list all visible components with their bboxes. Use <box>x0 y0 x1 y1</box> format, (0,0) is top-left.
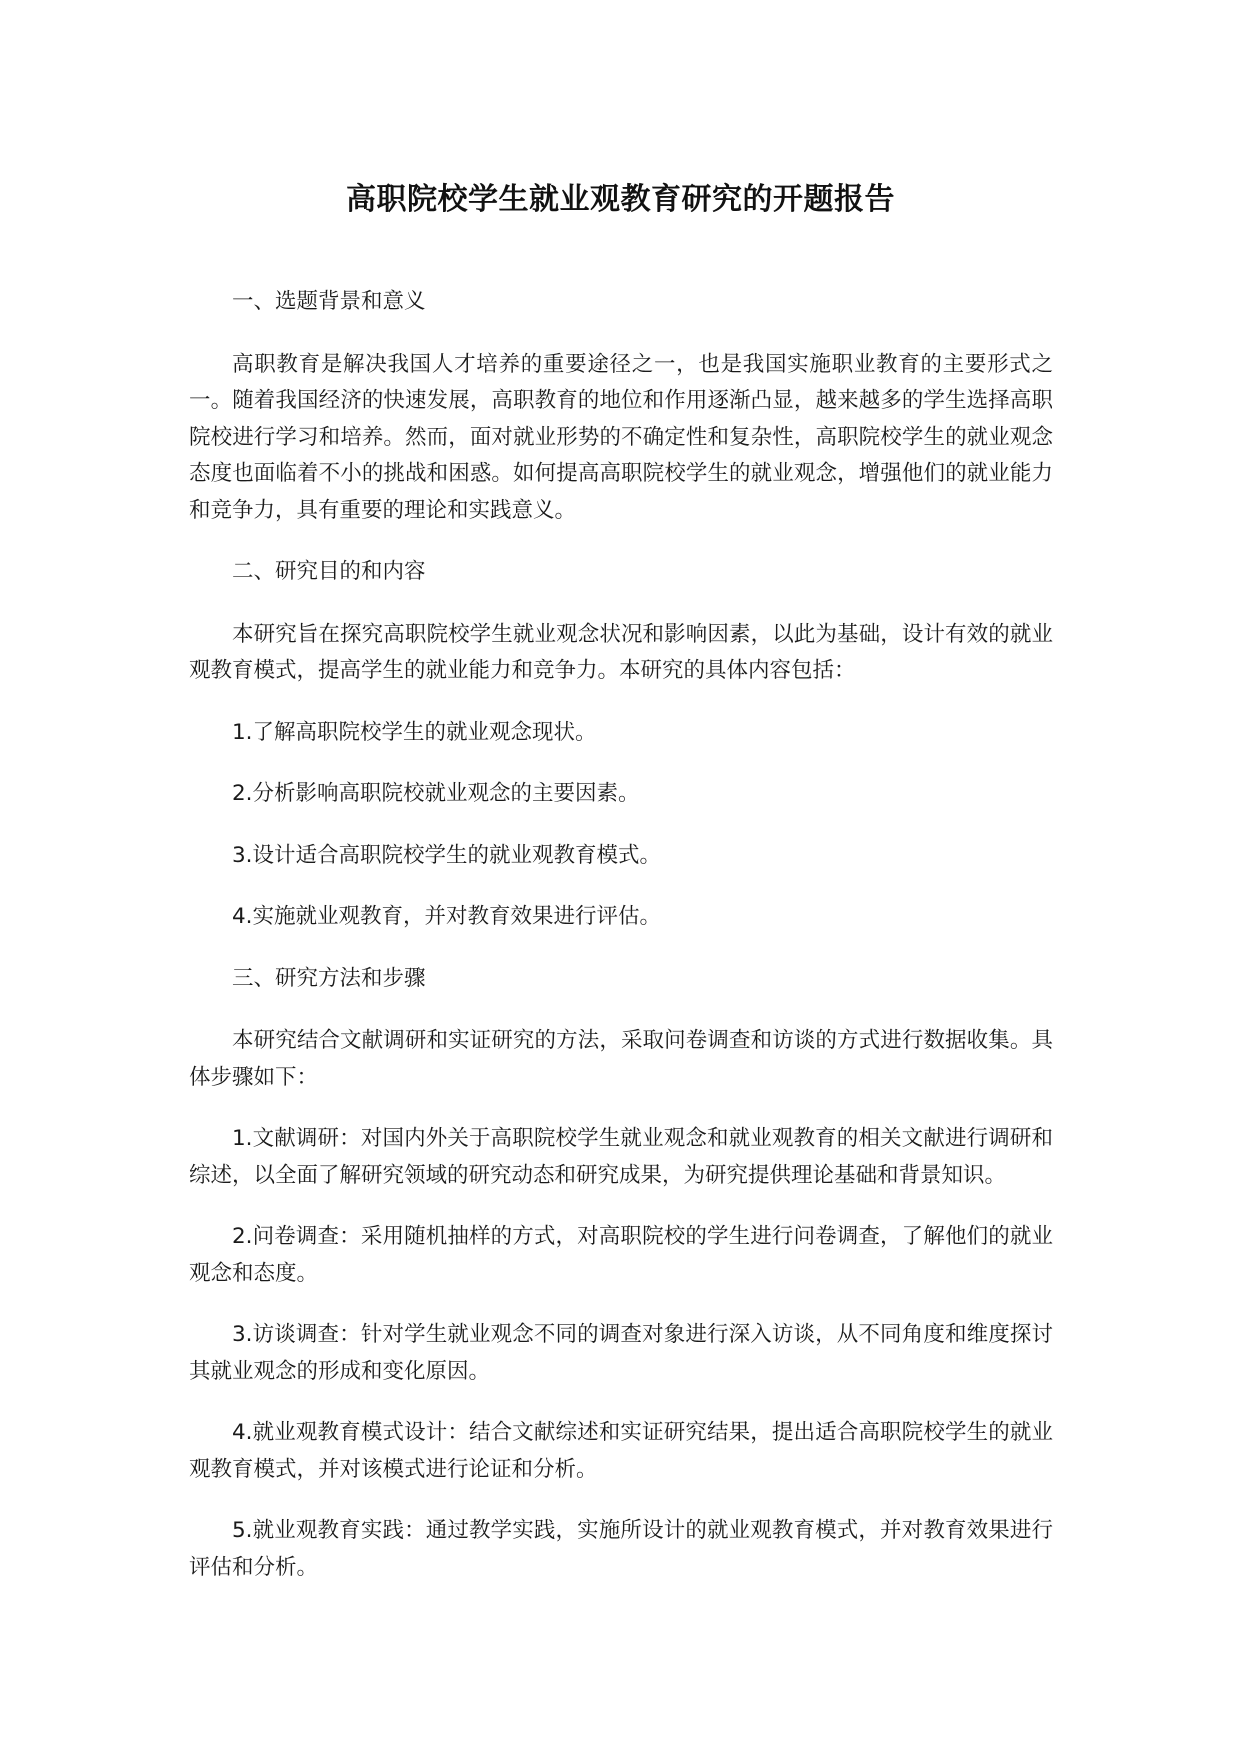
document-title: 高职院校学生就业观教育研究的开题报告 <box>346 182 895 217</box>
list-item-step-3: 3.访谈调查：针对学生就业观念不同的调查对象进行深入访谈，从不同角度和维度探讨其就业观念的形成和变化原因。 <box>189 1322 1053 1384</box>
paragraph-background: 高职教育是解决我国人才培养的重要途径之一，也是我国实施职业教育的主要形式之一。随着我国经济的快速发展，高职教育的地位和作用逐渐凸显，越来越多的学生选择高职院校进行学习和培养。然而，面对就业形势的不确定性和复杂性，高职院校学生的就业观念态度也面临着不小的挑战和困惑。如何提高高职院校学生的就业观念，增强他们的就业能力和竞争力，具有重要的理论和实践意义。 <box>189 351 1053 523</box>
list-item-content-3: 3.设计适合高职院校学生的就业观教育模式。 <box>232 842 662 868</box>
list-item-step-1: 1.文献调研：对国内外关于高职院校学生就业观念和就业观教育的相关文献进行调研和综述，以全面了解研究领域的研究动态和研究成果，为研究提供理论基础和背景知识。 <box>189 1126 1053 1188</box>
paragraph-objectives: 本研究旨在探究高职院校学生就业观念状况和影响因素，以此为基础，设计有效的就业观教育模式，提高学生的就业能力和竞争力。本研究的具体内容包括： <box>189 621 1053 683</box>
list-item-step-5: 5.就业观教育实践：通过教学实践，实施所设计的就业观教育模式，并对教育效果进行评估和分析。 <box>189 1518 1053 1580</box>
list-item-step-4: 4.就业观教育模式设计：结合文献综述和实证研究结果，提出适合高职院校学生的就业观教育模式，并对该模式进行论证和分析。 <box>189 1420 1053 1482</box>
list-item-step-2: 2.问卷调查：采用随机抽样的方式，对高职院校的学生进行问卷调查，了解他们的就业观念和态度。 <box>189 1224 1053 1286</box>
document-body <box>189 284 1053 1611</box>
list-item-content-1: 1.了解高职院校学生的就业观念现状。 <box>232 719 597 745</box>
list-item-content-2: 2.分析影响高职院校就业观念的主要因素。 <box>232 781 640 806</box>
section-heading-background: 一、选题背景和意义 <box>232 289 426 314</box>
section-heading-objectives: 二、研究目的和内容 <box>232 559 426 584</box>
paragraph-methods: 本研究结合文献调研和实证研究的方法，采取问卷调查和访谈的方式进行数据收集。具体步骤如下： <box>189 1028 1053 1090</box>
list-item-content-4: 4.实施就业观教育，并对教育效果进行评估。 <box>232 904 662 929</box>
section-heading-methods: 三、研究方法和步骤 <box>232 965 426 991</box>
